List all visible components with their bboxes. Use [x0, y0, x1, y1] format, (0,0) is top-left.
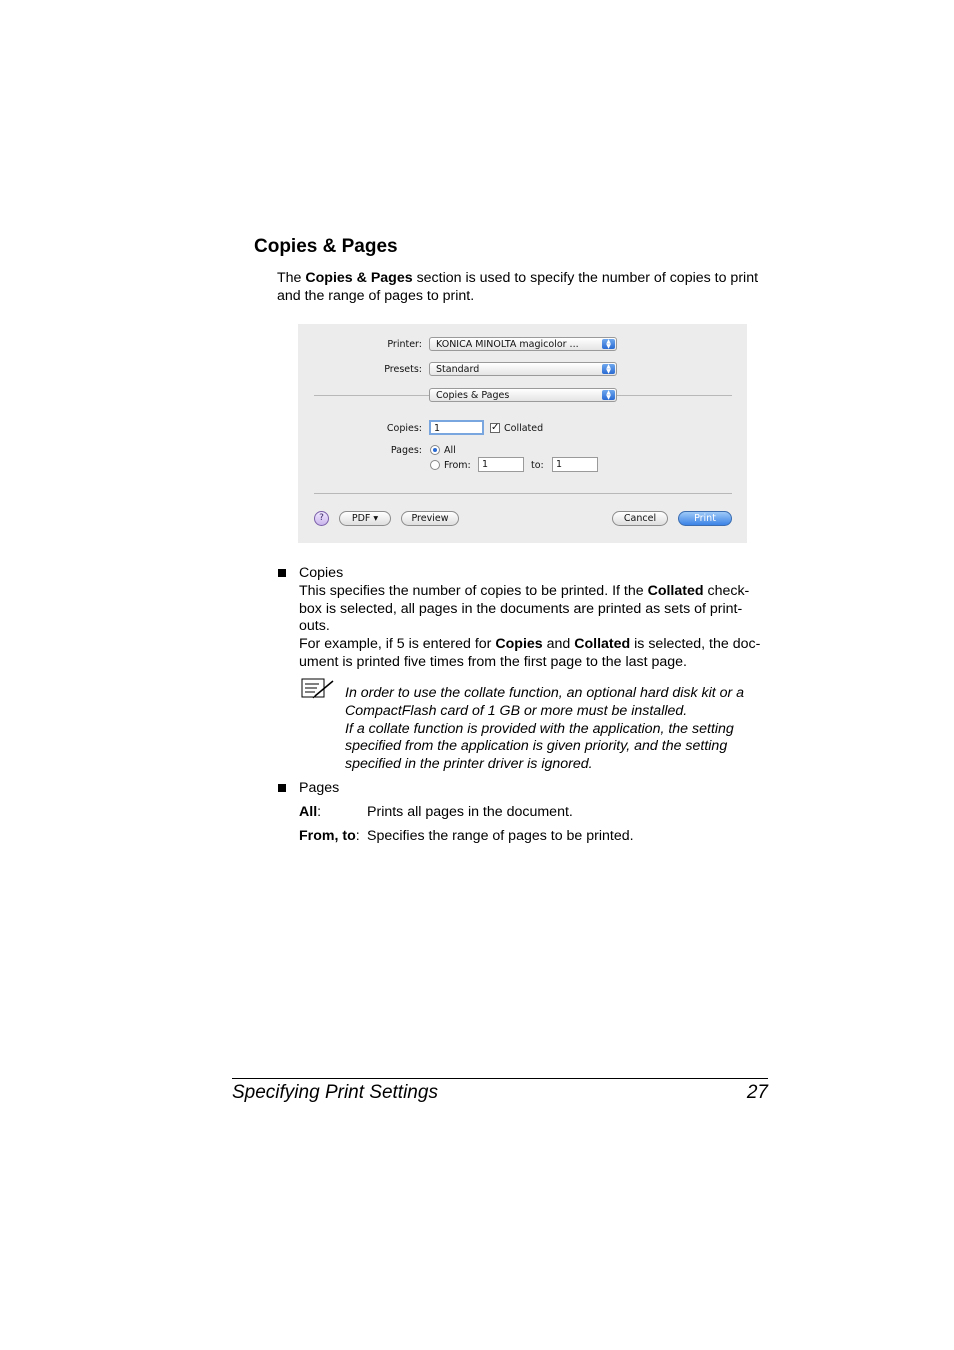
help-button[interactable]: ?: [314, 511, 329, 526]
pages-title: Pages: [299, 780, 340, 796]
from-radio[interactable]: [430, 460, 440, 470]
copies-text: and: [542, 636, 575, 653]
bullet-icon: [278, 784, 286, 792]
copies-title: Copies: [299, 565, 344, 581]
copies-text: outs.: [299, 618, 330, 635]
printer-label: Printer:: [387, 339, 422, 350]
note-line: specified from the application is given priority, and the setting: [345, 738, 728, 755]
to-label: to:: [531, 460, 544, 471]
note-line: specified in the printer driver is ignored.: [345, 756, 593, 773]
panel-value: Copies & Pages: [436, 390, 510, 401]
all-description: Prints all pages in the document.: [367, 804, 573, 820]
to-field[interactable]: 1: [552, 457, 598, 472]
section-heading: Copies & Pages: [254, 236, 398, 257]
all-radio[interactable]: [430, 445, 440, 455]
preview-button[interactable]: Preview: [401, 511, 459, 526]
intro-text: The: [277, 270, 306, 286]
popup-arrows-icon: ▲ ▼: [602, 339, 615, 349]
separator: [314, 493, 732, 494]
copies-bold: Collated: [574, 636, 631, 653]
note-line: In order to use the collate function, an optional hard disk kit or a: [345, 685, 745, 701]
note-line: CompactFlash card of 1 GB or more must be installed.: [345, 702, 688, 719]
copies-bold: Copies: [495, 636, 543, 653]
intro-line-2: and the range of pages to print.: [277, 287, 475, 304]
footer-title: Specifying Print Settings: [232, 1082, 438, 1103]
copies-text: check-: [703, 582, 750, 599]
intro-bold: Copies & Pages: [305, 270, 413, 286]
copies-text: This specifies the number of copies to be printed. If the: [299, 582, 648, 599]
page-number: 27: [746, 1082, 768, 1103]
footer-rule: [232, 1078, 768, 1079]
all-term: [299, 804, 321, 822]
presets-value: Standard: [436, 364, 480, 375]
print-dialog: [298, 324, 747, 543]
all-term-bold: All: [299, 804, 318, 820]
copies-text: is selected, the doc-: [630, 636, 761, 653]
from-label: From:: [444, 460, 471, 471]
copies-text: ument is printed five times from the first page to the last page.: [299, 653, 687, 670]
copies-text: For example, if 5 is entered for: [299, 636, 496, 653]
cancel-button[interactable]: Cancel: [612, 511, 668, 526]
copies-bold: Collated: [647, 582, 704, 599]
bullet-icon: [278, 569, 286, 577]
copies-label: Copies:: [386, 423, 422, 434]
print-button[interactable]: Print: [678, 511, 732, 526]
panel-popup[interactable]: [429, 388, 617, 402]
note-text: [345, 685, 765, 774]
from-field[interactable]: 1: [478, 457, 524, 472]
fromto-term: [299, 828, 360, 846]
note-icon: [301, 677, 335, 699]
copies-text: box is selected, all pages in the documents are printed as sets of print-: [299, 600, 743, 617]
printer-popup[interactable]: [429, 337, 617, 351]
separator: [617, 395, 732, 396]
popup-arrows-icon: ▲ ▼: [602, 390, 615, 400]
fromto-description: Specifies the range of pages to be printed.: [367, 828, 634, 844]
note-line: If a collate function is provided with the application, the setting: [345, 720, 734, 737]
colon: :: [355, 828, 360, 844]
presets-label: Presets:: [384, 364, 422, 375]
separator: [314, 395, 429, 396]
pdf-button[interactable]: PDF ▾: [339, 511, 391, 526]
copies-field[interactable]: 1: [429, 420, 484, 435]
all-label: All: [444, 445, 456, 456]
colon: :: [317, 804, 322, 820]
pages-label: Pages:: [390, 445, 422, 456]
intro-paragraph: [277, 270, 777, 306]
copies-section: [299, 565, 779, 672]
printer-value: KONICA MINOLTA magicolor ...: [436, 339, 579, 350]
popup-arrows-icon: ▲ ▼: [602, 364, 615, 374]
fromto-term-bold: From, to: [299, 828, 356, 844]
collated-checkbox[interactable]: ✓: [491, 422, 500, 433]
collated-label: Collated: [504, 423, 544, 434]
presets-popup[interactable]: [429, 362, 617, 376]
intro-text-2: section is used to specify the number of copies to print: [412, 270, 759, 286]
